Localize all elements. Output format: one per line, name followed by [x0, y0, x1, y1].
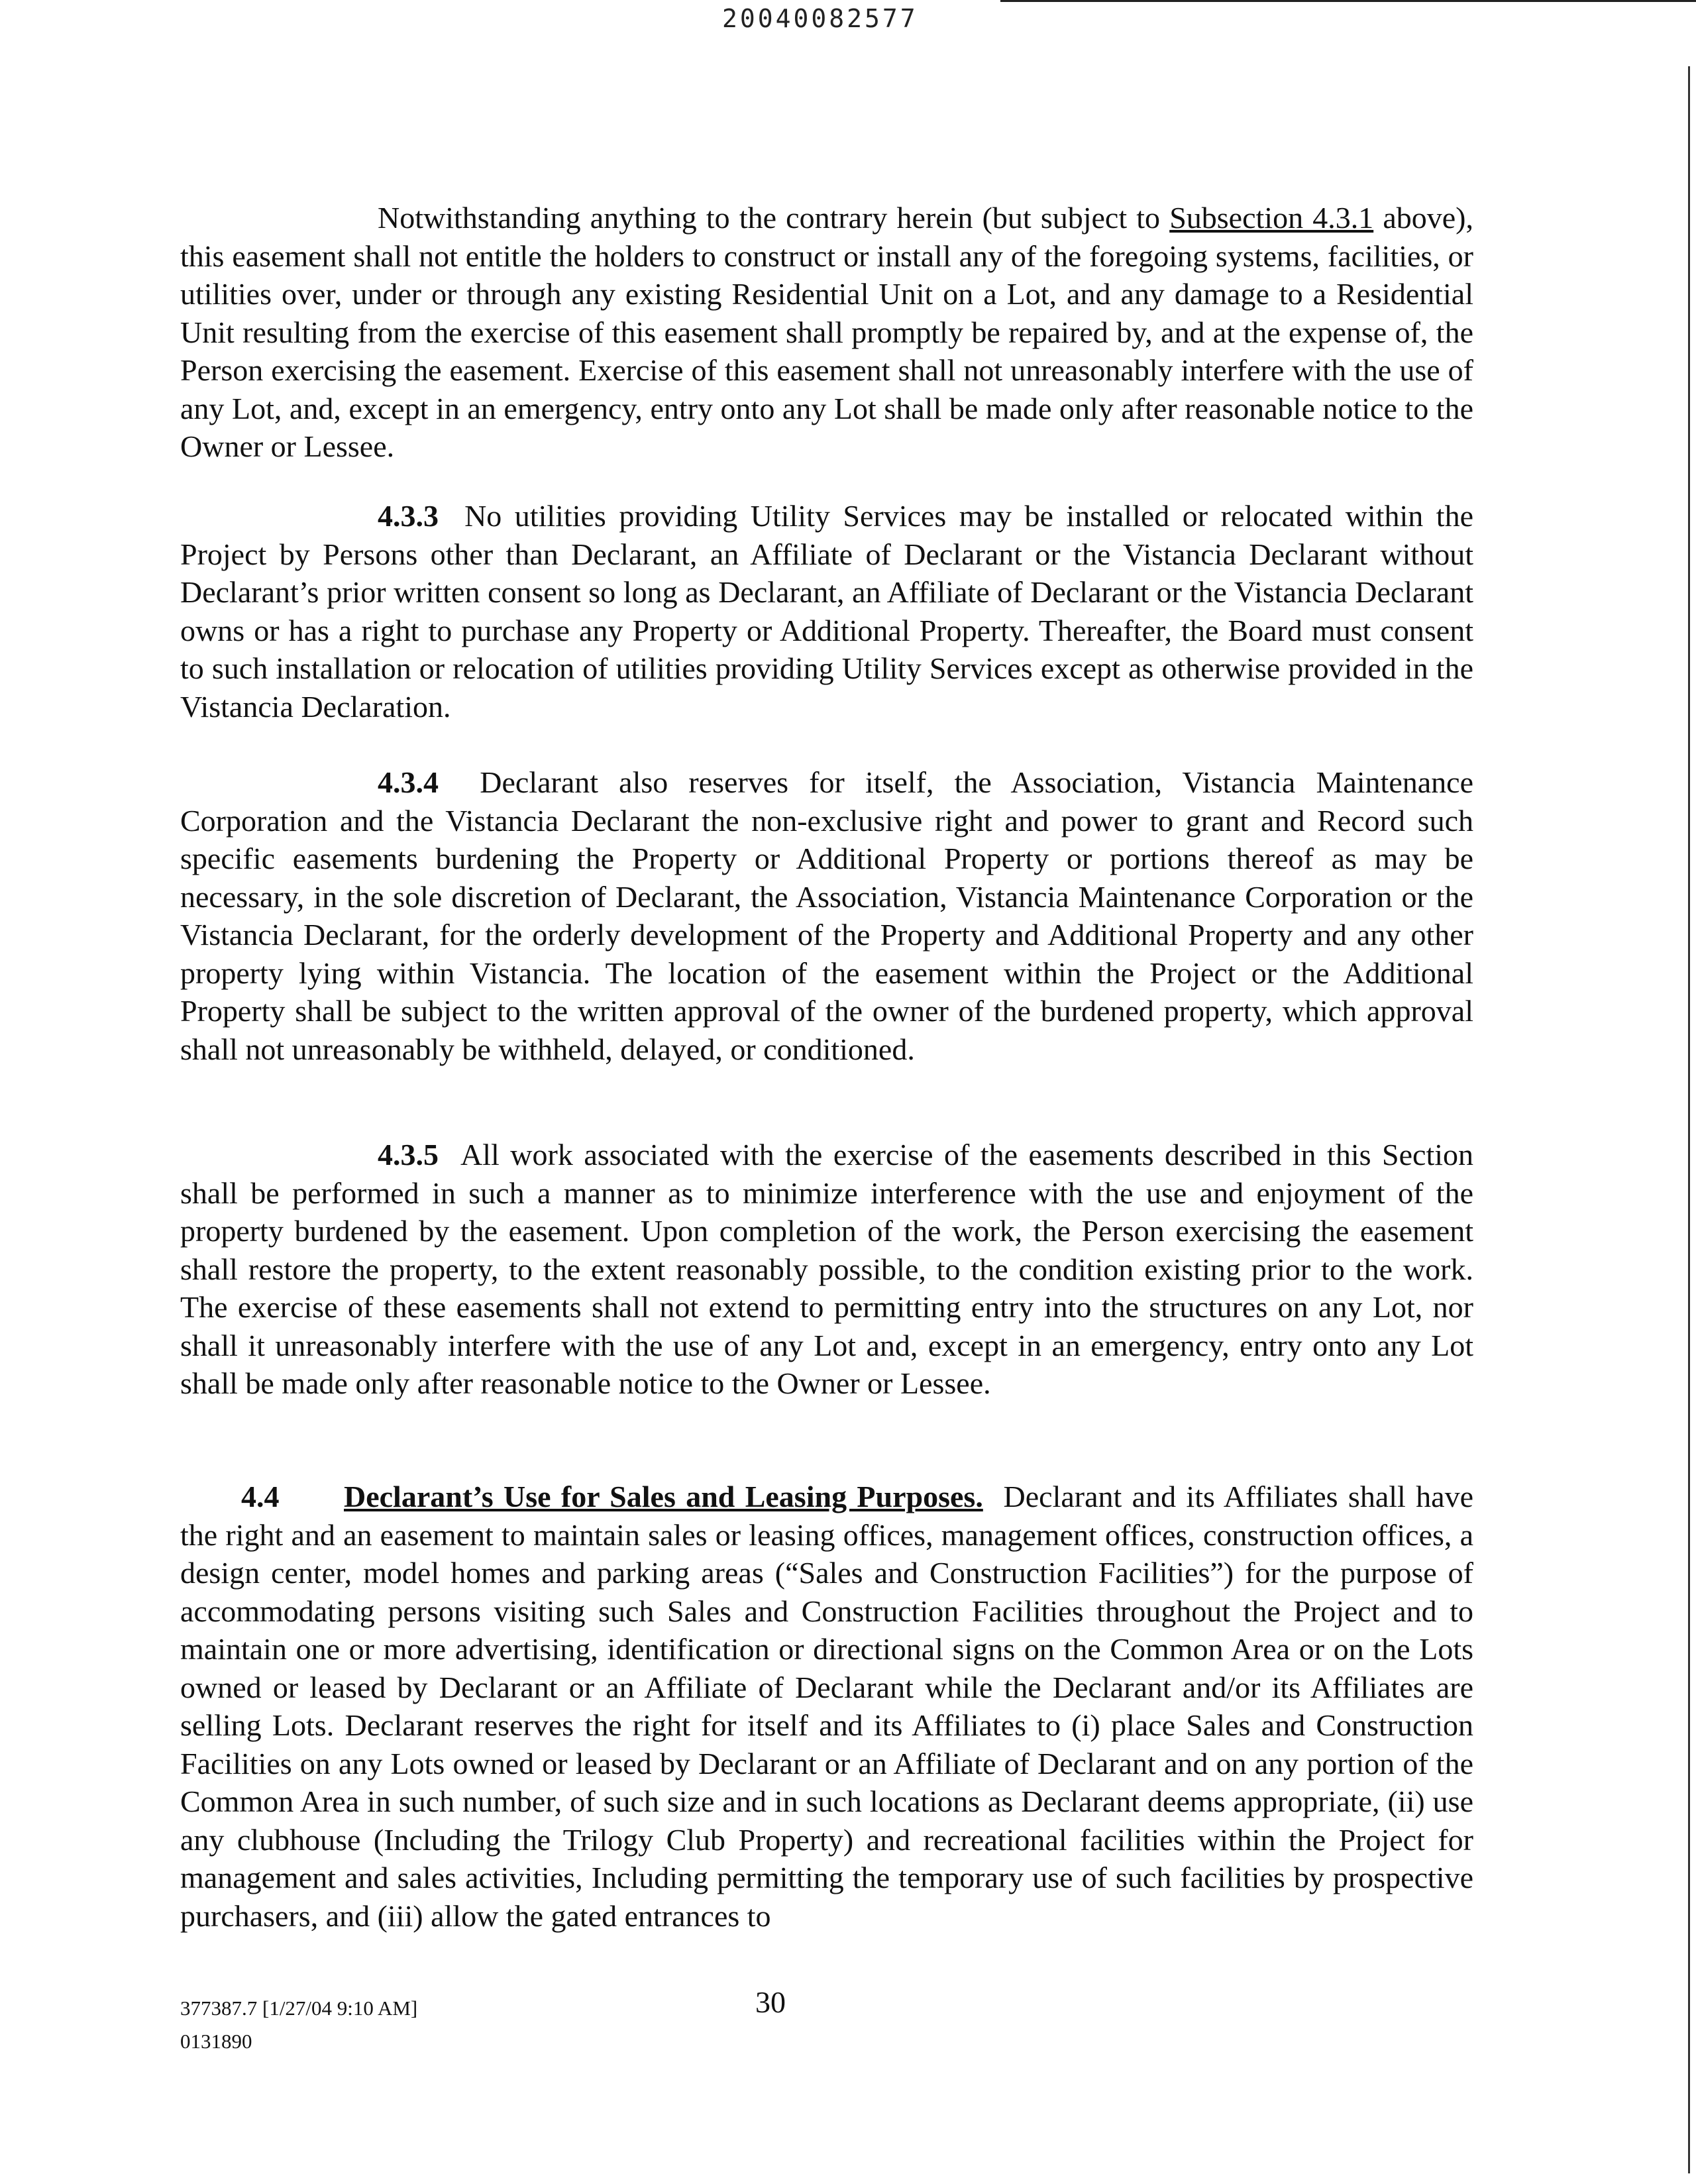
paragraph-4-3-3 [180, 497, 1473, 726]
paragraph-4-3-4 [180, 763, 1473, 1068]
paragraph-notwithstanding [180, 199, 1473, 466]
document-number: 20040082577 [722, 4, 918, 33]
paragraph-text-after: above), this easement shall not entitle the holders to construct or install any of the foregoing systems, facilities, or utilities over, under or through any existing Residential Unit on a Lot, and any damage to a Residential Unit resulting from the exercise of this easement shall promptly be repaired by, and at the expense of, the Person exercising the easement. Exercise of this easement shall not unreasonably interfere with the use of any Lot, and, except in an emergency, entry onto any Lot shall be made only after reasonable notice to the Owner or Lessee. [180, 201, 1473, 463]
paragraph-text: Declarant and its Affiliates shall have the right and an easement to maintain sales or leasing offices, management offices, construction offices, a design center, model homes and parking areas (“Sales and Construction Facilities”) for the purpose of accommodating persons visiting such Sales and Construction Facilities throughout the Project and to maintain one or more advertising, identification or directional signs on the Common Area or on the Lots owned or leased by Declarant or an Affiliate of Declarant while the Declarant and/or its Affiliates are selling Lots. Declarant reserves the right for itself and its Affiliates to (i) place Sales and Construction Facilities on any Lots owned or leased by Declarant or an Affiliate of Declarant and on any portion of the Common Area in such number, of such size and in such locations as Declarant deems appropriate, (ii) use any clubhouse (Including the Trilogy Club Property) and recreational facilities within the Project for management and sales activities, Including permitting the temporary use of such facilities by prospective purchasers, and (iii) allow the gated entrances to [180, 1480, 1473, 1933]
paragraph-text: No utilities providing Utility Services may be installed or relocated within the Project by Persons other than Declarant, an Affiliate of Declarant or the Vistancia Declarant without Declarant’s prior written consent so long as Declarant, an Affiliate of Declarant or the Vistancia Declarant owns or has a right to purchase any Property or Additional Property. Thereafter, the Board must consent to such installation or relocation of utilities providing Utility Services except as otherwise provided in the Vistancia Declaration. [180, 499, 1474, 724]
paragraph-text-before: Notwithstanding anything to the contrary herein (but subject to [378, 201, 1170, 235]
paragraph-4-3-5 [180, 1136, 1473, 1403]
paragraph-4-4 [180, 1478, 1473, 1935]
page-edge-line [1688, 66, 1690, 2173]
section-number: 4.3.3 [378, 499, 439, 533]
paragraph-text: All work associated with the exercise of the easements described in this Section shall be performed in such a manner as to minimize interference with the use and enjoyment of the property burdened by the easement. Upon completion of the work, the Person exercising the easement shall restore the property, to the extent reasonably possible, to the condition existing prior to the work. The exercise of these easements shall not extend to permitting entry into the structures on any Lot, nor shall it unreasonably interfere with the use of any Lot and, except in an emergency, entry onto any Lot shall be made only after reasonable notice to the Owner or Lessee. [180, 1138, 1473, 1400]
footer-doc-id: 377387.7 [1/27/04 9:10 AM] [180, 1996, 418, 2020]
footer-document-id [180, 1992, 417, 2058]
footer-file-number: 0131890 [180, 2030, 252, 2053]
subsection-reference-link: Subsection 4.3.1 [1169, 201, 1374, 235]
section-number: 4.3.5 [378, 1138, 439, 1172]
section-heading: Declarant’s Use for Sales and Leasing Purposes. [344, 1480, 983, 1513]
section-number: 4.3.4 [378, 765, 439, 799]
paragraph-text: Declarant also reserves for itself, the Association, Vistancia Maintenance Corporation and the Vistancia Declarant the non-exclusive right and power to grant and Record such specific easements burdening the Property or Additional Property or portions thereof as may be necessary, in the sole discretion of Declarant, the Association, Vistancia Maintenance Corporation or the Vistancia Declarant, for the orderly development of the Property and Additional Property and any other property lying within Vistancia. The location of the easement within the Project or the Additional Property shall be subject to the written approval of the owner of the burdened property, which approval shall not unreasonably be withheld, delayed, or conditioned. [180, 765, 1473, 1066]
section-number: 4.4 [241, 1480, 280, 1513]
top-rule [1000, 0, 1696, 2]
page-number: 30 [755, 1985, 786, 2019]
